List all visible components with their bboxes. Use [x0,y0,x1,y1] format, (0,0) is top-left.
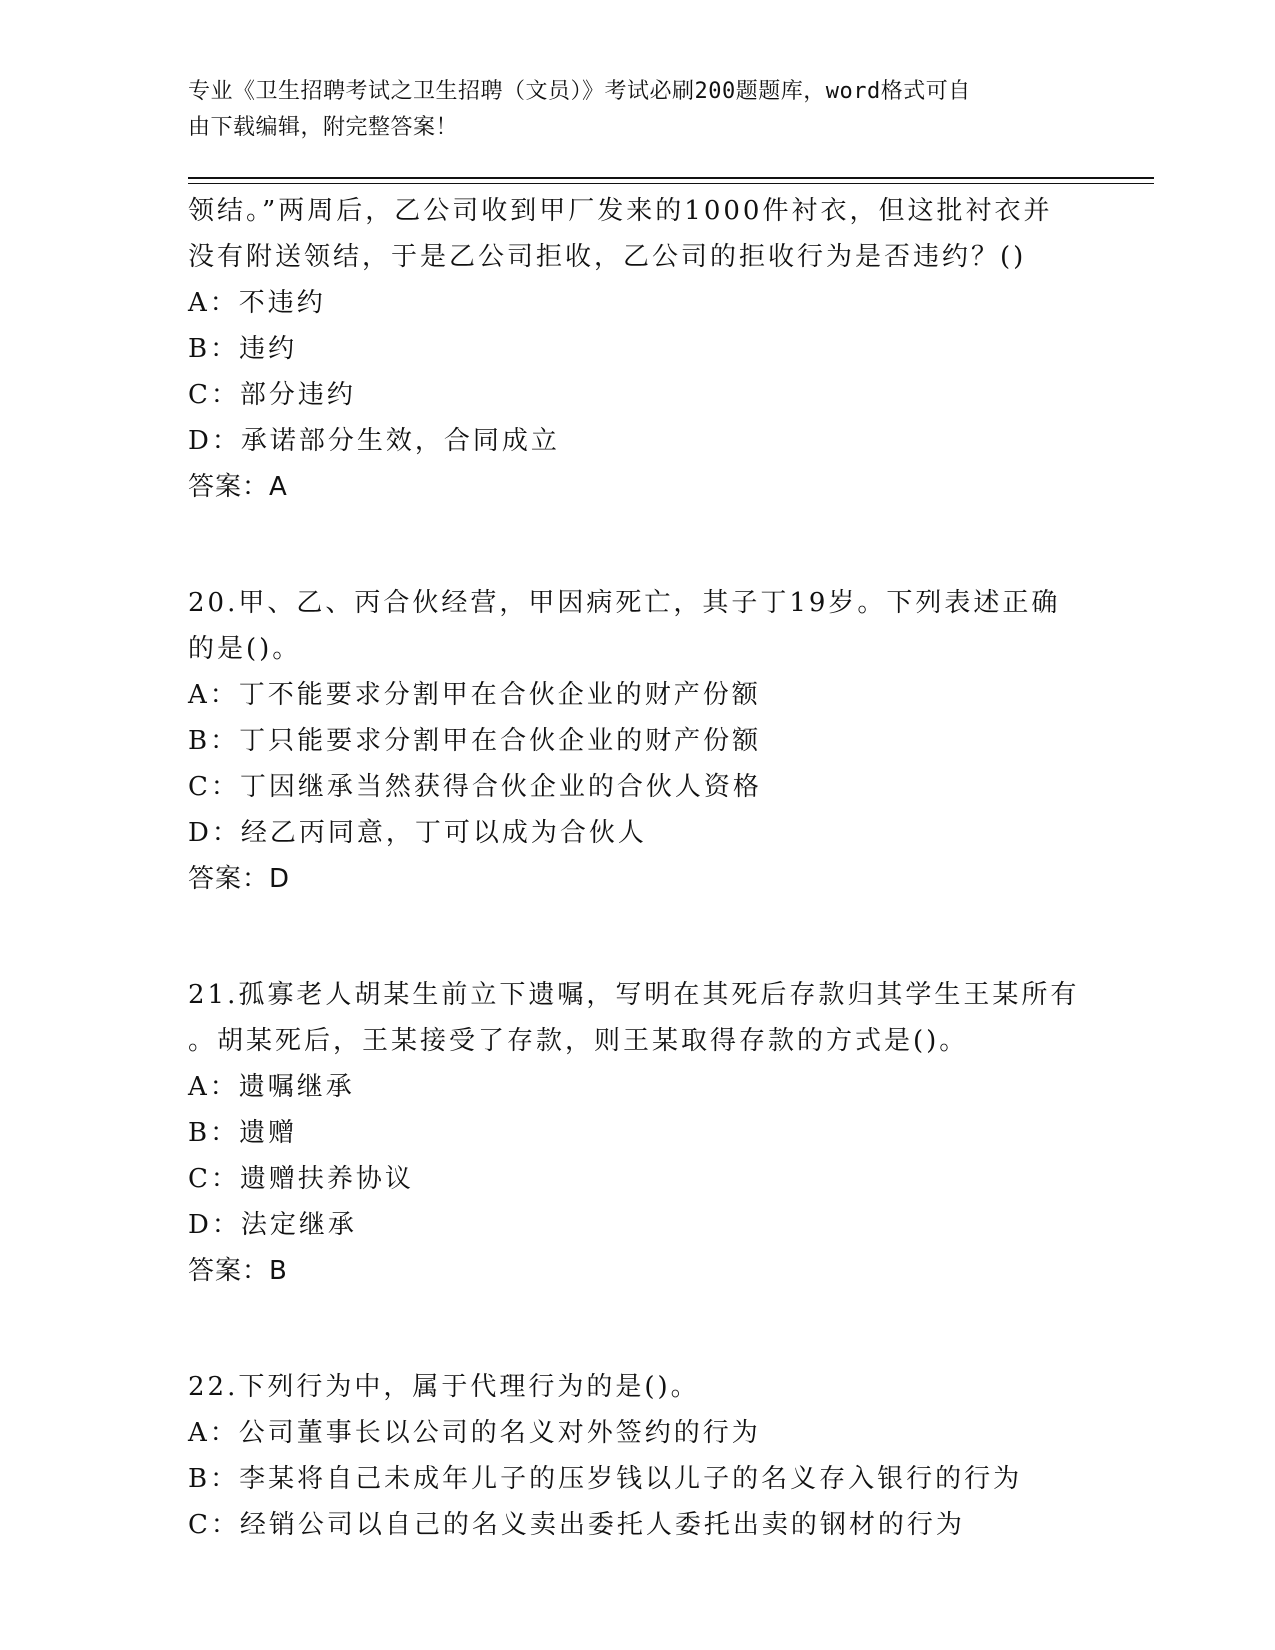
option-c: C：经销公司以自己的名义卖出委托人委托出卖的钢材的行为 [188,1510,965,1540]
option-b: B：李某将自己未成年儿子的压岁钱以儿子的名义存入银行的行为 [188,1464,1023,1494]
option-b: B：丁只能要求分割甲在合伙企业的财产份额 [188,726,762,756]
question-21 [188,972,1088,1294]
document-header [188,74,1068,146]
question-spacer [188,510,1088,580]
option-a: A：丁不能要求分割甲在合伙企业的财产份额 [188,680,761,710]
option-c: C：遗赠扶养协议 [188,1164,414,1194]
option-b: B：遗赠 [188,1118,298,1148]
question-spacer [188,1294,1088,1364]
option-b: B：违约 [188,334,298,364]
option-d: D：承诺部分生效，合同成立 [188,426,560,456]
header-divider-thick [188,177,1154,179]
option-a: A：不违约 [188,288,326,318]
header-title-line-2: 由下载编辑，附完整答案！ [188,115,459,140]
question-19 [188,188,1088,510]
header-title-line-1: 专业《卫生招聘考试之卫生招聘（文员）》考试必刷200题题库，word格式可自 [188,79,971,104]
option-a: A：公司董事长以公司的名义对外签约的行为 [188,1418,761,1448]
question-stem-line: 22.下列行为中，属于代理行为的是()。 [188,1372,700,1402]
option-a: A：遗嘱继承 [188,1072,355,1102]
question-stem-line: 20.甲、乙、丙合伙经营，甲因病死亡，其子丁19岁。下列表述正确 [188,588,1061,618]
question-stem-line: 。胡某死后，王某接受了存款，则王某取得存款的方式是()。 [188,1026,969,1056]
question-stem-line: 没有附送领结，于是乙公司拒收，乙公司的拒收行为是否违约？() [188,242,1027,272]
header-divider-thin [188,183,1154,184]
option-d: D：法定继承 [188,1210,357,1240]
question-20 [188,580,1088,902]
option-c: C：部分违约 [188,380,356,410]
option-d: D：经乙丙同意，丁可以成为合伙人 [188,818,647,848]
question-spacer [188,902,1088,972]
question-stem-line: 的是()。 [188,634,302,664]
question-list [188,188,1088,1548]
question-stem-line: 领结。”两周后，乙公司收到甲厂发来的1000件衬衣，但这批衬衣并 [188,196,1053,226]
option-c: C：丁因继承当然获得合伙企业的合伙人资格 [188,772,762,802]
question-stem-line: 21.孤寡老人胡某生前立下遗嘱，写明在其死后存款归其学生王某所有 [188,980,1080,1010]
answer-label: 答案：B [188,1256,288,1286]
answer-label: 答案：D [188,864,291,894]
question-22 [188,1364,1088,1548]
answer-label: 答案：A [188,472,288,502]
